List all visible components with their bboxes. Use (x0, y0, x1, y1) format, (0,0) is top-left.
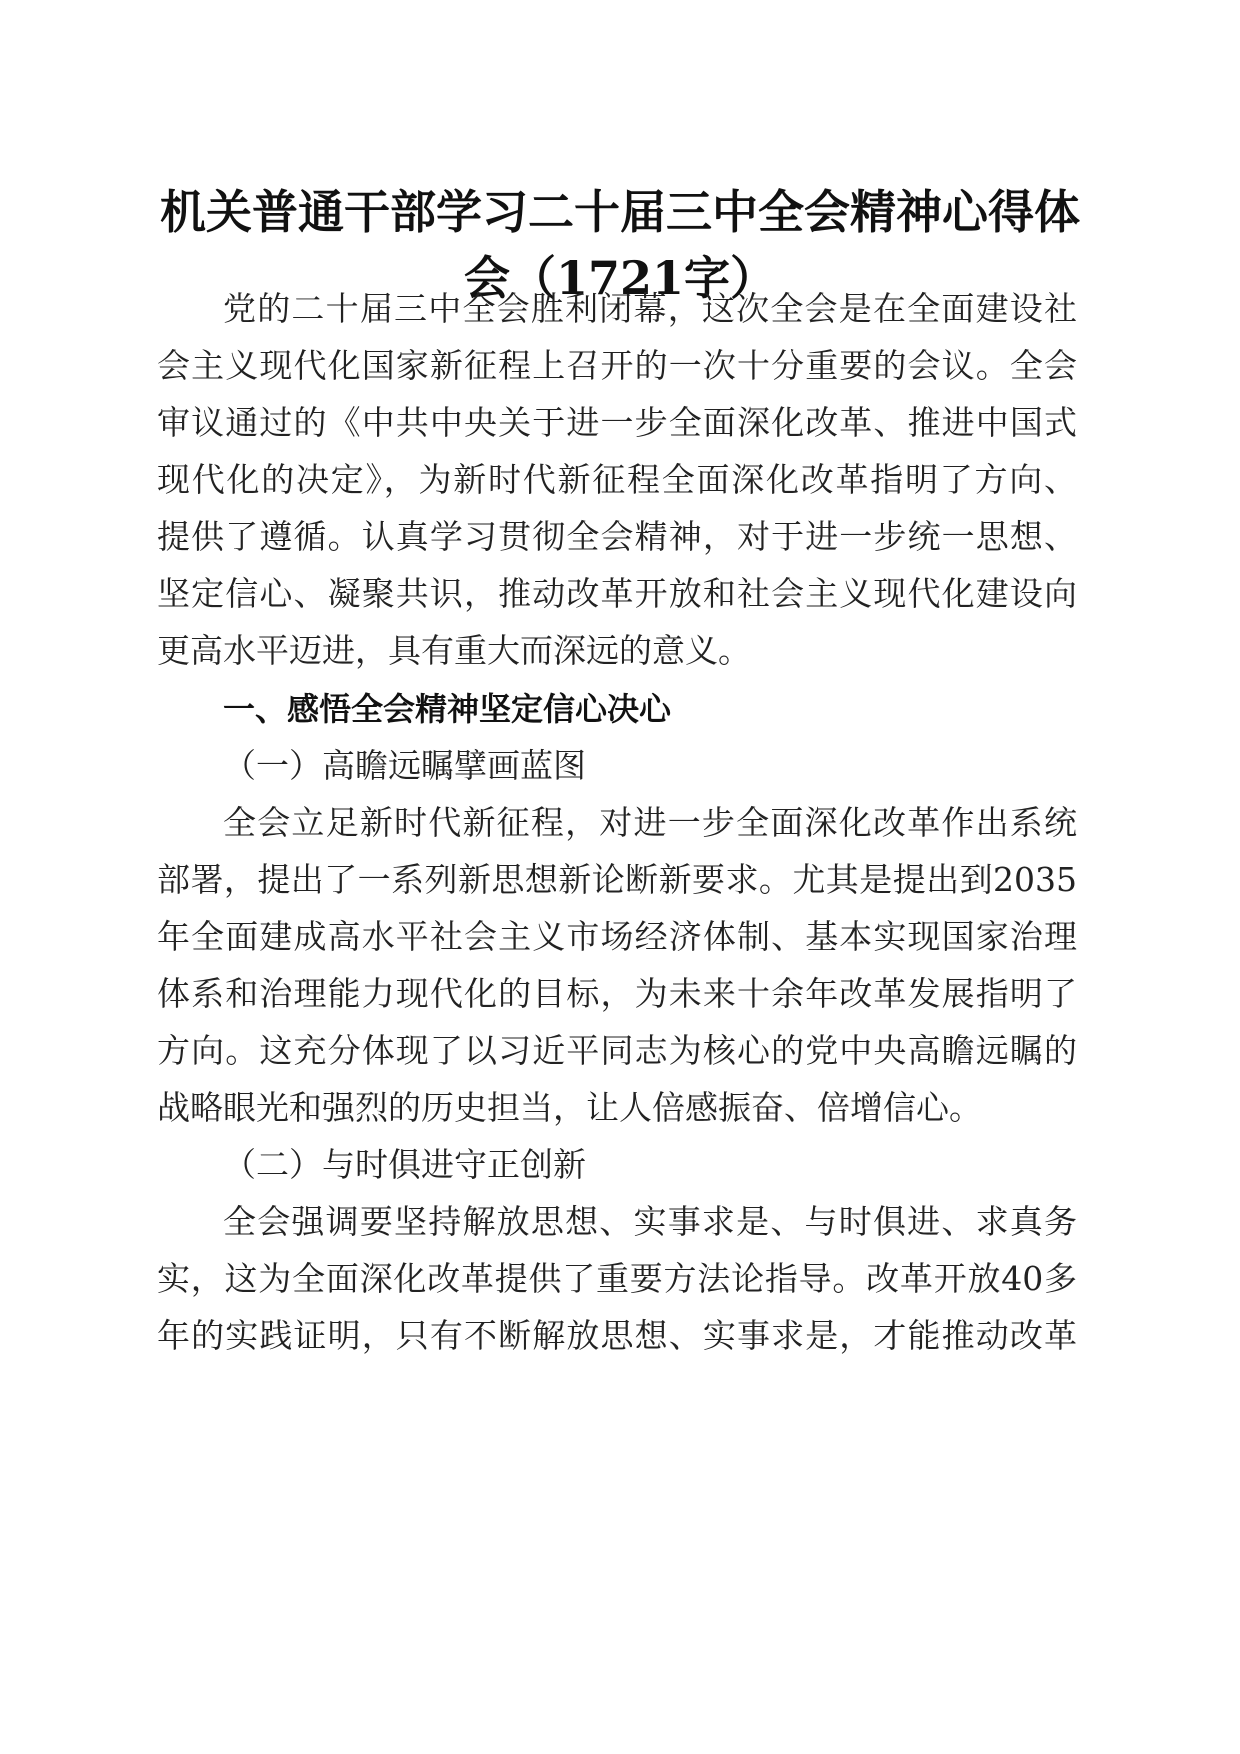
sub2-line-1: 全会强调要坚持解放思想、实事求是、与时俱进、求真务 (223, 1202, 1077, 1241)
section-heading-1: 一、感悟全会精神坚定信心决心 (223, 690, 672, 728)
intro-line-4: 现代化的决定》，为新时代新征程全面深化改革指明了方向、 (157, 460, 1077, 499)
sub1-line-4: 体系和治理能力现代化的目标，为未来十余年改革发展指明了 (157, 974, 1077, 1013)
sub1-line-2: 部署，提出了一系列新思想新论断新要求。尤其是提出到2035 (157, 860, 1077, 899)
document-title-line-2: 会（1721字） (463, 251, 777, 305)
sub1-line-3: 年全面建成高水平社会主义市场经济体制、基本实现国家治理 (157, 917, 1077, 956)
intro-line-6: 坚定信心、凝聚共识，推动改革开放和社会主义现代化建设向 (157, 574, 1077, 613)
sub1-line-1: 全会立足新时代新征程，对进一步全面深化改革作出系统 (223, 803, 1077, 842)
sub1-line-6: 战略眼光和强烈的历史担当，让人倍感振奋、倍增信心。 (157, 1088, 982, 1127)
subsection-heading-2: （二）与时俱进守正创新 (223, 1145, 586, 1184)
sub2-line-2: 实，这为全面深化改革提供了重要方法论指导。改革开放40多 (157, 1259, 1077, 1298)
intro-line-2: 会主义现代化国家新征程上召开的一次十分重要的会议。全会 (157, 346, 1077, 385)
intro-line-1: 党的二十届三中全会胜利闭幕，这次全会是在全面建设社 (223, 289, 1077, 328)
sub2-line-3: 年的实践证明，只有不断解放思想、实事求是，才能推动改革 (157, 1316, 1077, 1355)
sub1-line-5: 方向。这充分体现了以习近平同志为核心的党中央高瞻远瞩的 (157, 1031, 1077, 1070)
intro-line-3: 审议通过的《中共中央关于进一步全面深化改革、推进中国式 (157, 403, 1077, 442)
document-title-line-1: 机关普通干部学习二十届三中全会精神心得体 (160, 185, 1080, 239)
subsection-heading-1: （一）高瞻远瞩擘画蓝图 (223, 746, 586, 785)
intro-line-7: 更高水平迈进，具有重大而深远的意义。 (157, 631, 751, 670)
intro-line-5: 提供了遵循。认真学习贯彻全会精神，对于进一步统一思想、 (157, 517, 1077, 556)
